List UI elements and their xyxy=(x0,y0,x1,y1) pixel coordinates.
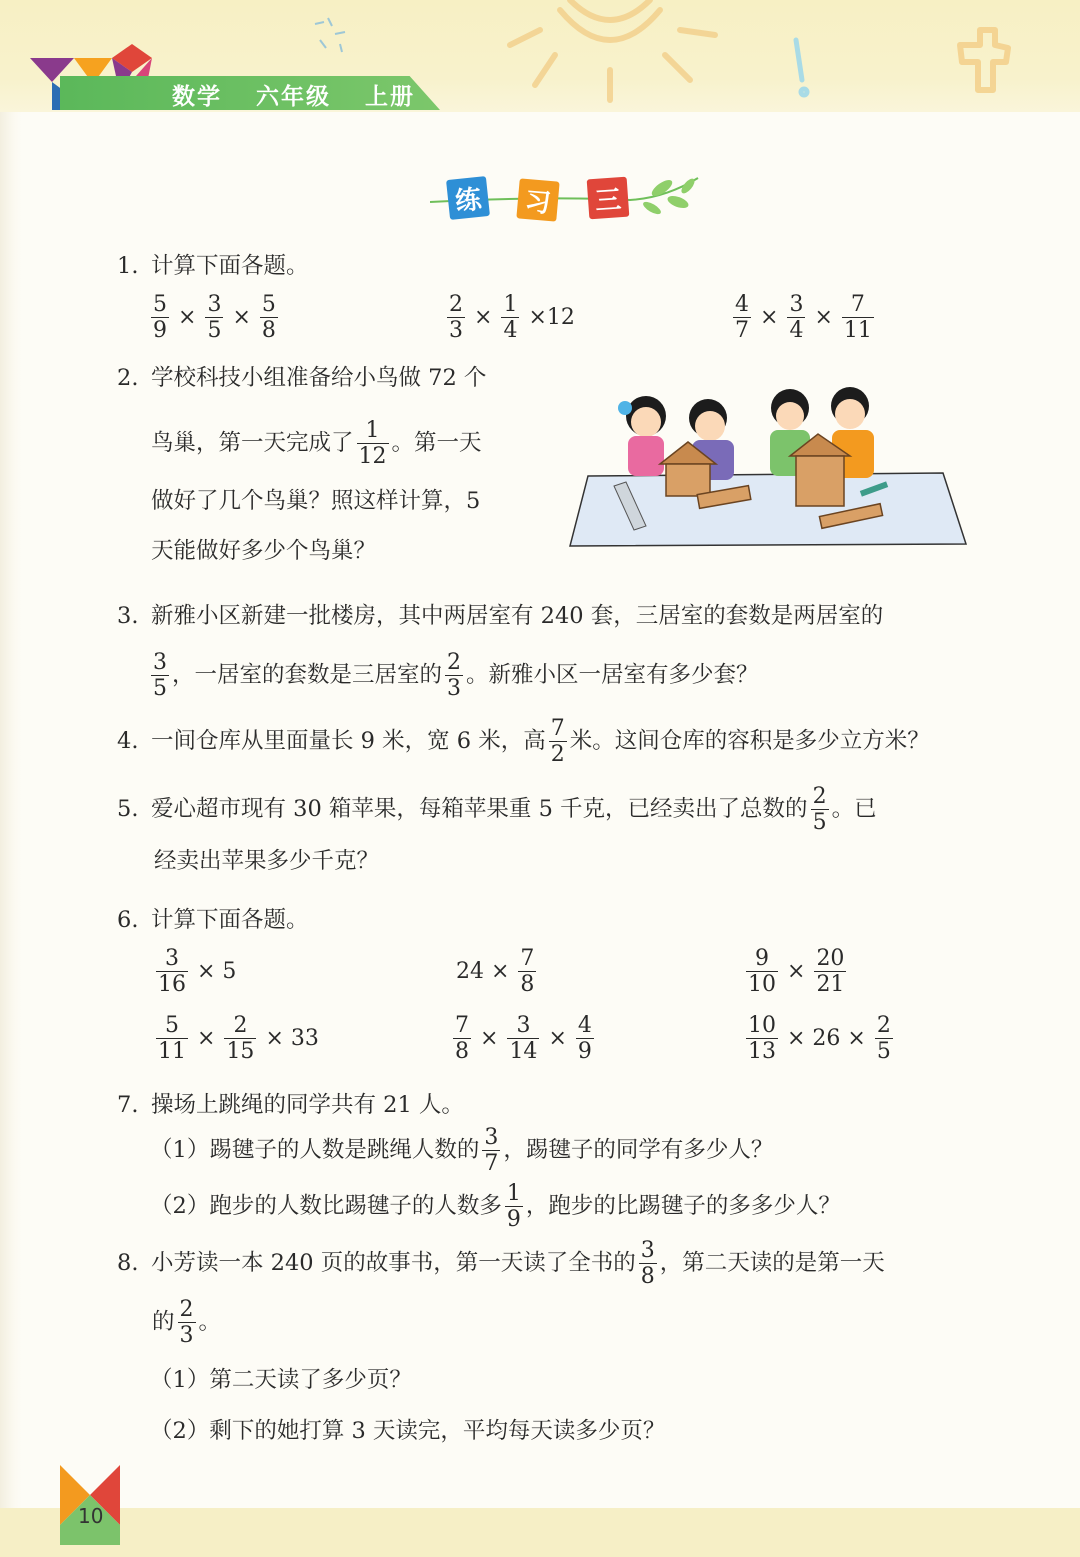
fraction: $\frac{3}{8}$ xyxy=(640,1238,655,1290)
q2-line-4: 天能做好多少个鸟巢？ xyxy=(151,538,377,564)
fraction: $\frac{3}{16}$ xyxy=(158,946,186,998)
book-header xyxy=(172,78,439,111)
question-text: 计算下面各题。 xyxy=(151,253,309,279)
bottom-decor-band xyxy=(0,1508,1080,1557)
q2-line-1: 学校科技小组准备给小鸟做 72 个 xyxy=(151,365,487,391)
fraction: $\frac{9}{10}$ xyxy=(748,946,776,998)
fraction: $\frac{4}{7}$ xyxy=(735,292,749,344)
question-text: 计算下面各题。 xyxy=(151,907,309,933)
fraction: $\frac{2}{5}$ xyxy=(876,1013,891,1065)
q2-line-2: 鸟巢，第一天完成了 $\frac{1}{12}$ 。第一天 xyxy=(151,418,482,470)
q8-subquestion-1: （1）第二天读了多少页？ xyxy=(150,1367,412,1393)
question-number: 6. xyxy=(117,907,139,933)
question-number: 4. xyxy=(117,727,139,754)
question-2 xyxy=(117,367,486,390)
fraction: $\frac{2}{5}$ xyxy=(812,784,827,836)
question-number: 1. xyxy=(117,253,139,279)
question-6 xyxy=(117,909,309,932)
q6-expression-3: $\frac{9}{10}$ × $\frac{20}{21}$ xyxy=(748,946,845,998)
q8-subquestion-2: （2）剩下的她打算 3 天读完，平均每天读多少页？ xyxy=(150,1418,666,1444)
page-number: 10 xyxy=(78,1504,104,1528)
question-number: 8. xyxy=(117,1249,139,1276)
fraction: $\frac{5}{9}$ xyxy=(153,292,167,344)
q1-expression-1: $\frac{5}{9}$ × $\frac{3}{5}$ × $\frac{5}{8}$ xyxy=(153,292,276,344)
q2-line-3: 做好了几个鸟巢？照这样计算，5 xyxy=(151,488,481,514)
fraction: $\frac{3}{7}$ xyxy=(484,1125,499,1177)
fraction: $\frac{7}{11}$ xyxy=(843,292,872,344)
kids-building-birdhouses-illustration xyxy=(568,378,968,548)
fraction: $\frac{7}{8}$ xyxy=(455,1013,469,1065)
title-char-2: 习 xyxy=(516,178,559,221)
fraction: $\frac{3}{4}$ xyxy=(789,292,804,344)
header-grade: 六年级 xyxy=(256,84,332,110)
fraction: $\frac{1}{4}$ xyxy=(503,292,518,344)
title-char-3: 三 xyxy=(587,177,630,220)
question-number: 3. xyxy=(117,603,139,629)
question-8: 8. 小芳读一本 240 页的故事书，第一天读了全书的 $\frac{3}{8}$ ，第二天读的是第一天 xyxy=(117,1238,885,1290)
title-char-1: 练 xyxy=(446,176,490,220)
question-number: 5. xyxy=(117,795,139,822)
sun-doodle-icon xyxy=(500,0,1080,112)
fraction: $\frac{3}{5}$ xyxy=(153,650,167,702)
fraction: $\frac{2}{3}$ xyxy=(447,650,462,702)
header-subject: 数学 xyxy=(172,84,222,110)
q5-line-2: 经卖出苹果多少千克？ xyxy=(154,848,380,874)
fraction: $\frac{3}{5}$ xyxy=(207,292,222,344)
question-number: 2. xyxy=(117,365,139,391)
question-5: 5. 爱心超市现有 30 箱苹果，每箱苹果重 5 千克，已经卖出了总数的 $\frac{2}{5}$ 。已 xyxy=(117,784,877,836)
fraction: $\frac{10}{13}$ xyxy=(748,1013,776,1065)
fraction: $\frac{2}{15}$ xyxy=(226,1013,255,1065)
q6-expression-5: $\frac{7}{8}$ × $\frac{3}{14}$ × $\frac{4}{9}$ xyxy=(455,1013,592,1065)
fraction: $\frac{7}{8}$ xyxy=(520,946,535,998)
exercise-title xyxy=(430,172,700,232)
q3-line-1: 新雅小区新建一批楼房，其中两居室有 240 套，三居室的套数是两居室的 xyxy=(151,603,884,629)
fraction: $\frac{20}{21}$ xyxy=(816,946,845,998)
q1-expression-3: $\frac{4}{7}$ × $\frac{3}{4}$ × $\frac{7}{11}$ xyxy=(735,292,872,344)
q1-expression-2: $\frac{2}{3}$ × $\frac{1}{4}$ ×12 xyxy=(449,292,575,344)
fraction: $\frac{1}{12}$ xyxy=(358,418,387,470)
fraction: $\frac{7}{2}$ xyxy=(550,716,565,768)
q8-line-2: 的 $\frac{2}{3}$ 。 xyxy=(152,1297,222,1349)
fraction: $\frac{5}{8}$ xyxy=(261,292,276,344)
page-binding xyxy=(0,0,22,1557)
q7-subquestion-2: （2）跑步的人数比踢毽子的人数多 $\frac{1}{9}$ ，跑步的比踢毽子的多多少人？ xyxy=(150,1181,841,1233)
question-7: 7. 操场上跳绳的同学共有 21 人。 xyxy=(117,1092,464,1118)
fraction: $\frac{2}{3}$ xyxy=(179,1297,194,1349)
fraction: $\frac{5}{11}$ xyxy=(158,1013,186,1065)
fraction: $\frac{1}{9}$ xyxy=(506,1181,521,1233)
q7-subquestion-1: （1）踢毽子的人数是跳绳人数的 $\frac{3}{7}$ ，踢毽子的同学有多少人？ xyxy=(150,1125,774,1177)
question-3 xyxy=(117,605,883,628)
q6-expression-2: 24 × $\frac{7}{8}$ xyxy=(456,946,535,998)
q3-line-2: $\frac{3}{5}$ ，一居室的套数是三居室的 $\frac{2}{3}$ 。新雅小区一居室有多少套？ xyxy=(153,650,759,702)
question-1 xyxy=(117,255,309,278)
fraction: $\frac{4}{9}$ xyxy=(577,1013,592,1065)
q6-expression-1: $\frac{3}{16}$ × 5 xyxy=(158,946,237,998)
question-number: 7. xyxy=(117,1092,139,1118)
q6-expression-4: $\frac{5}{11}$ × $\frac{2}{15}$ × 33 xyxy=(158,1013,319,1065)
header-volume: 上册 xyxy=(365,84,416,110)
question-4: 4. 一间仓库从里面量长 9 米，宽 6 米，高 $\frac{7}{2}$ 米。这间仓库的容积是多少立方米？ xyxy=(117,716,930,768)
q6-expression-6: $\frac{10}{13}$ × 26 × $\frac{2}{5}$ xyxy=(748,1013,891,1065)
fraction: $\frac{3}{14}$ xyxy=(509,1013,538,1065)
fraction: $\frac{2}{3}$ xyxy=(449,292,463,344)
sparkle-doodle-icon xyxy=(310,14,360,56)
